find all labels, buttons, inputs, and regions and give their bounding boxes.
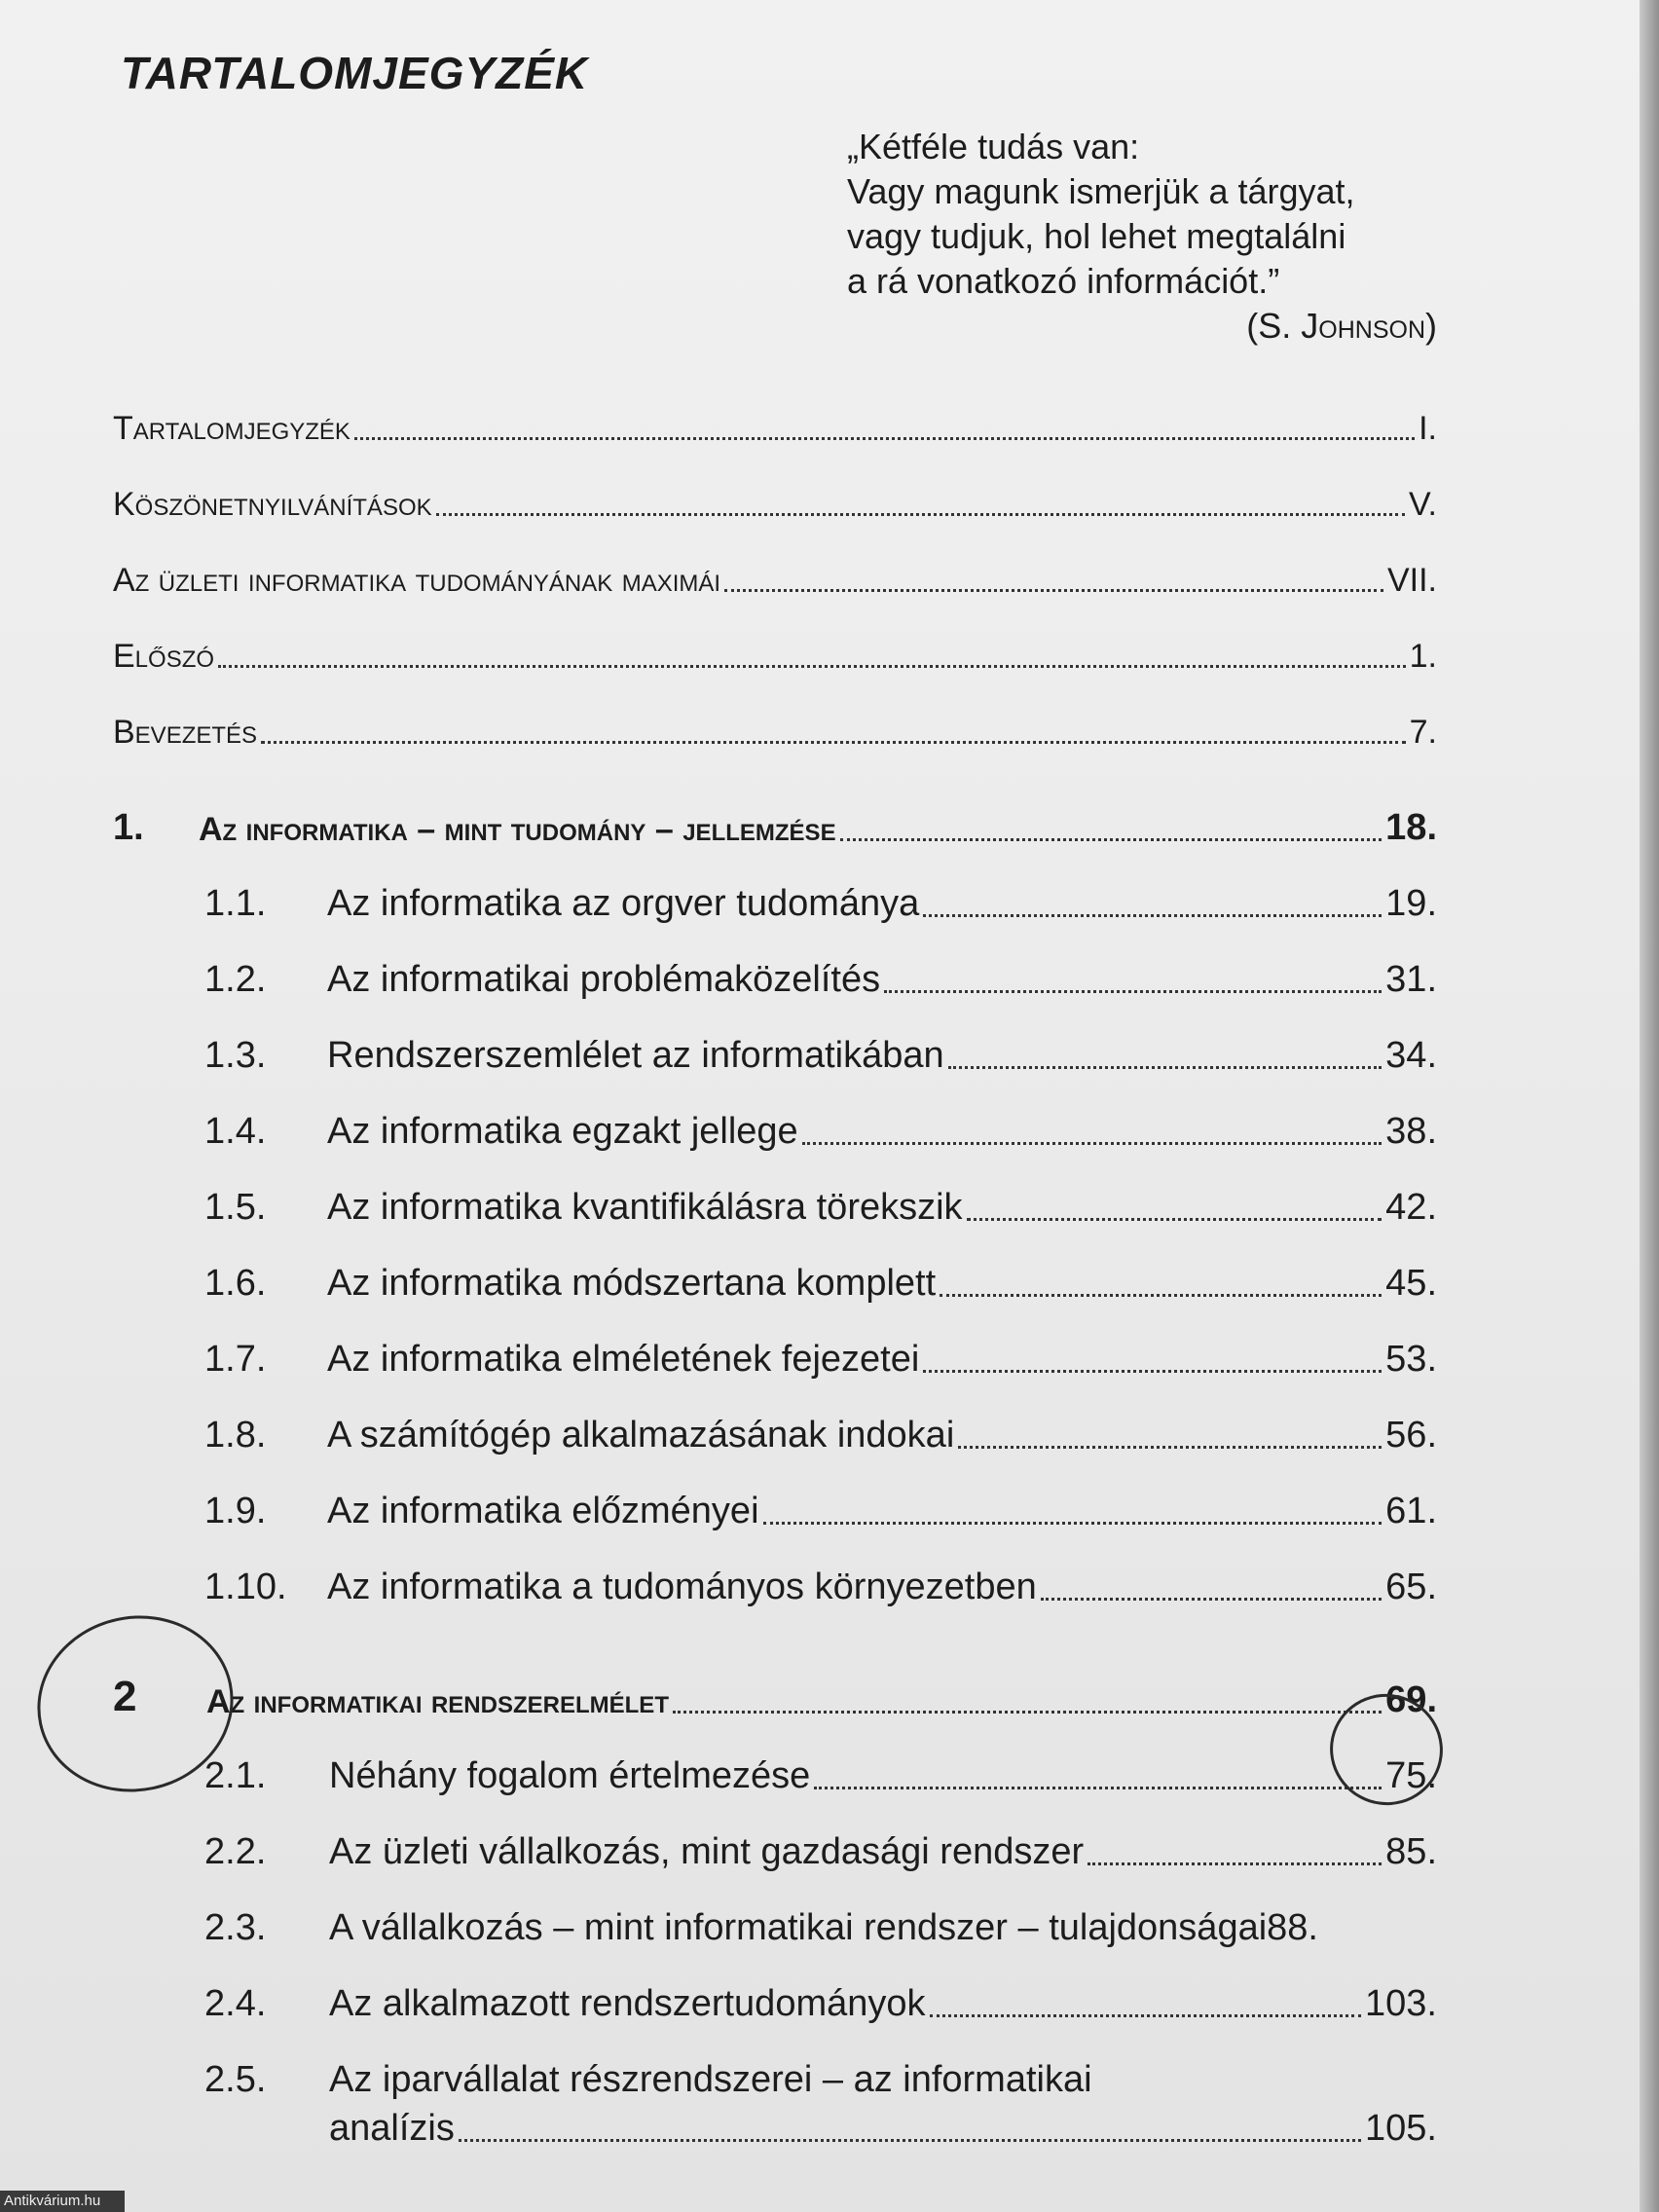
section-page: 88. [1267,1907,1318,1948]
chapter-number: 2 [113,1673,137,1720]
quote-author: (S. Johnson) [1246,306,1437,346]
toc-entry-page: VII. [1386,562,1437,599]
section-number: 2.5. [204,2059,267,2100]
section-label: Rendszerszemlélet az informatikában [327,1035,944,1076]
section-number: 1.2. [204,959,267,1000]
section-number: 2.3. [204,1907,267,1948]
section-number: 1.10. [204,1567,287,1607]
section-page: 85. [1385,1831,1437,1872]
section-label: A vállalkozás – mint informatikai rendszer – tulajdonságai [329,1907,1268,1948]
section-entry [204,876,1437,925]
section-entry [204,1560,1437,1608]
chapter-page: 69. [1385,1679,1437,1720]
leader-dots [724,589,1383,592]
section-entry [204,1104,1437,1153]
section-label: Az informatika kvantifikálásra törekszik [327,1187,963,1228]
leader-dots [673,1711,1382,1714]
section-label: Az informatika egzakt jellege [327,1111,798,1152]
section-entry [204,1256,1437,1305]
section-entry [204,1749,1437,1797]
leader-dots [840,838,1382,841]
section-label: A számítógép alkalmazásának indokai [327,1415,955,1456]
leader-dots [436,513,1405,516]
leader-dots [923,914,1382,917]
toc-entry-page: 7. [1409,714,1437,751]
section-number: 1.5. [204,1187,267,1228]
chapter-label: Az informatika – mint tudomány – jellemzése [199,811,836,848]
section-page: 103. [1365,1983,1437,2024]
leader-dots [354,437,1415,440]
section-number: 2.4. [204,1983,267,2024]
section-page: 53. [1385,1339,1437,1380]
section-entry [204,1484,1437,1532]
chapter-page: 18. [1385,807,1437,848]
leader-dots [802,1142,1382,1145]
section-number: 2.2. [204,1831,267,1872]
leader-dots [763,1522,1382,1525]
section-number: 1.4. [204,1111,267,1152]
section-entry-continued [329,2101,1437,2150]
section-page: 42. [1385,1187,1437,1228]
toc-entry [113,627,1437,676]
chapter-number: 1. [113,807,144,848]
page-edge-shadow [1640,0,1659,2212]
toc-entry [113,399,1437,448]
section-label: analízis [329,2108,455,2149]
section-number: 1.6. [204,1263,267,1304]
toc-entry-label: Előszó [113,638,215,675]
section-page: 61. [1385,1491,1437,1531]
section-label: Az informatika előzményei [327,1491,759,1531]
leader-dots [967,1218,1382,1221]
section-page: 105. [1365,2108,1437,2149]
section-page: 38. [1385,1111,1437,1152]
page-title: TARTALOMJEGYZÉK [121,48,589,98]
section-entry [204,1332,1437,1381]
leader-dots [459,2139,1361,2142]
leader-dots [218,665,1406,668]
toc-entry-page: 1. [1409,638,1437,675]
toc-entry-page: V. [1408,486,1437,523]
section-number: 1.3. [204,1035,267,1076]
toc-entry-page: I. [1419,410,1437,447]
section-label: Az informatika módszertana komplett [327,1263,937,1304]
leader-dots [958,1446,1382,1449]
section-label: Az informatika elméletének fejezetei [327,1339,920,1380]
chapter-entry [113,1673,1437,1721]
quote-line: „Kétféle tudás van: [847,127,1140,166]
chapter-entry [113,800,1437,849]
leader-dots [1088,1862,1382,1865]
section-label: Az iparvállalat részrendszerei – az informatikai [329,2059,1092,2100]
section-page: 65. [1385,1567,1437,1607]
leader-dots [948,1066,1382,1069]
leader-dots [884,990,1382,993]
toc-entry-label: Bevezetés [113,714,258,751]
section-label: Az informatikai problémaközelítés [327,959,881,1000]
section-entry [204,1408,1437,1456]
section-label: Az üzleti vállalkozás, mint gazdasági rendszer [329,1831,1085,1872]
section-number: 1.7. [204,1339,267,1380]
toc-entry [113,551,1437,600]
toc-entry [113,475,1437,524]
chapter-label: Az informatikai rendszerelmélet [206,1683,669,1720]
section-label: Néhány fogalom értelmezése [329,1755,811,1796]
quote-line: Vagy magunk ismerjük a tárgyat, [847,171,1355,211]
leader-dots [261,741,1406,744]
section-page: 45. [1385,1263,1437,1304]
section-number: 1.9. [204,1491,267,1531]
section-entry [204,2052,1437,2101]
section-label: Az alkalmazott rendszertudományok [329,1983,926,2024]
section-entry [204,1028,1437,1077]
section-page: 19. [1385,883,1437,924]
section-entry [204,1825,1437,1873]
section-label: Az informatika az orgver tudománya [327,883,920,924]
epigraph [847,125,1437,349]
section-number: 1.8. [204,1415,267,1456]
quote-line: vagy tudjuk, hol lehet megtalálni [847,216,1346,256]
section-page: 56. [1385,1415,1437,1456]
section-number: 1.1. [204,883,267,924]
section-page: 31. [1385,959,1437,1000]
leader-dots [814,1787,1382,1789]
toc-entry-label: Tartalomjegyzék [113,410,350,447]
section-page: 34. [1385,1035,1437,1076]
leader-dots [930,2014,1362,2017]
section-entry [204,952,1437,1001]
watermark: Antikvárium.hu [0,2191,125,2212]
section-page: 75. [1385,1755,1437,1796]
toc-entry [113,703,1437,752]
leader-dots [1041,1598,1382,1601]
quote-line: a rá vonatkozó információt.” [847,261,1280,301]
section-label: Az informatika a tudományos környezetben [327,1567,1037,1607]
toc-entry-label: Köszönetnyilvánítások [113,486,432,523]
leader-dots [923,1370,1382,1373]
section-number: 2.1. [204,1755,267,1796]
section-entry [204,1180,1437,1229]
section-entry [204,1976,1437,2025]
toc-entry-label: Az üzleti informatika tudományának maximái [113,562,721,599]
section-entry [204,1900,1490,1949]
leader-dots [940,1294,1382,1297]
